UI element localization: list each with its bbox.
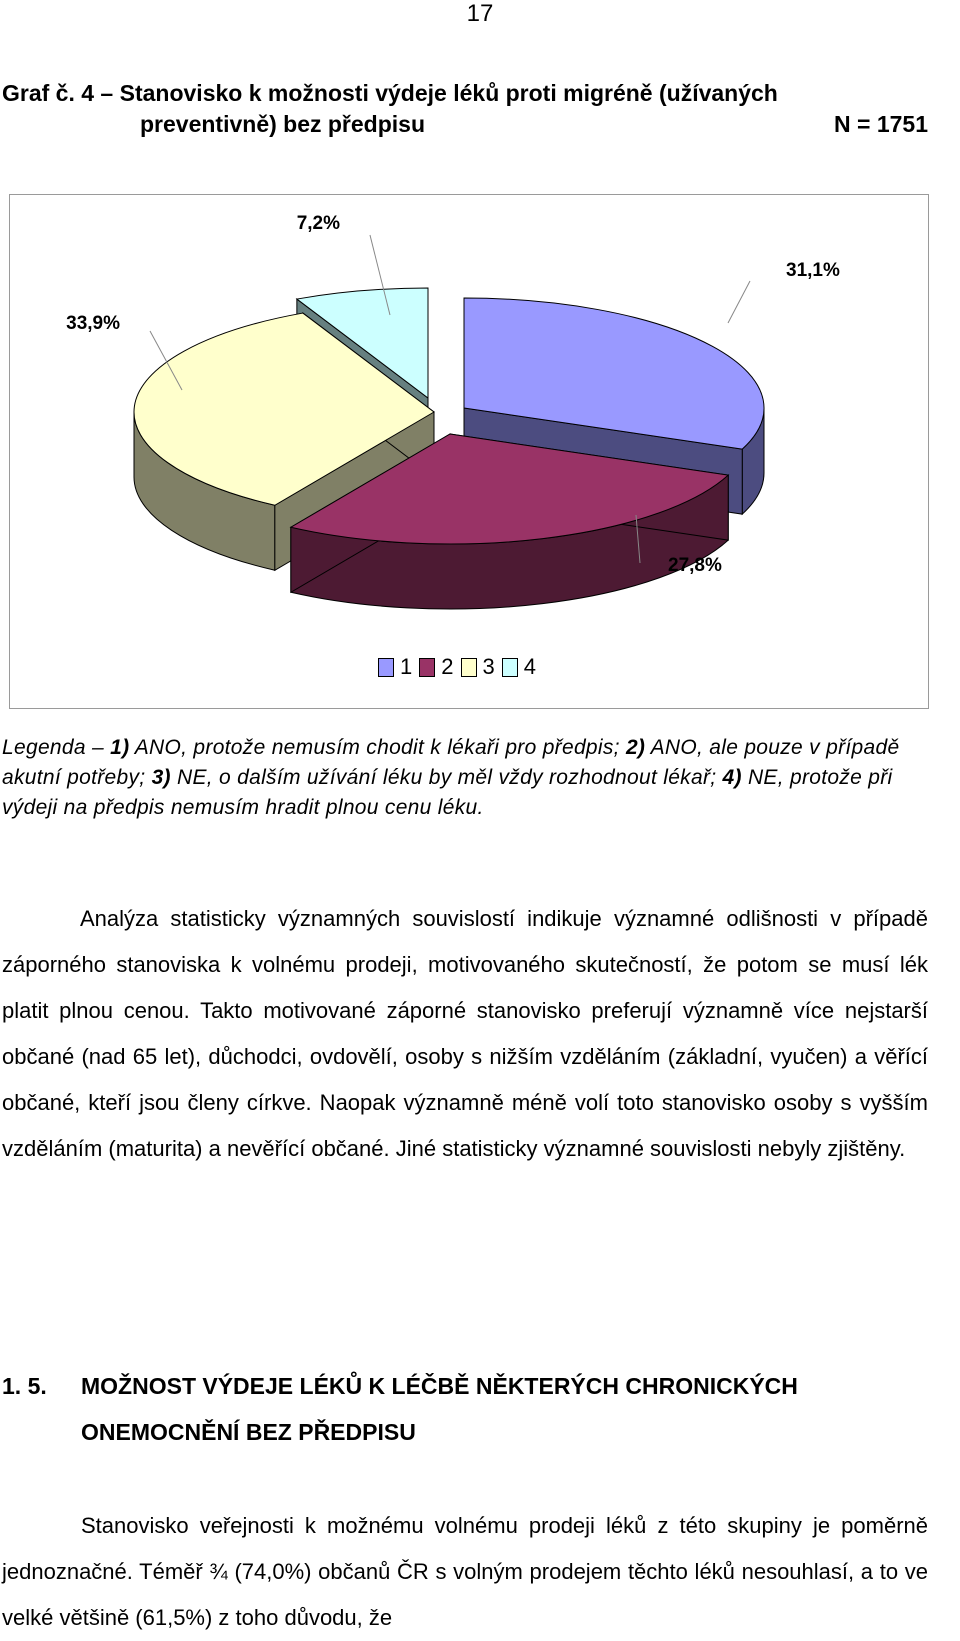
section-title: MOŽNOST VÝDEJE LÉKŮ K LÉČBĚ NĚKTERÝCH CHRONICKÝCH ONEMOCNĚNÍ BEZ PŘEDPISU xyxy=(81,1373,798,1445)
analysis-text: Analýza statisticky významných souvislostí indikuje významné odlišnosti v případě záporného stanoviska k volnému prodeji, motivovaného skutečností, že potom se musí lék platit plnou cenou. Takto motivované záporné stanovisko preferují významně více nejstarší občané (nad 65 let), důchodci, ovdovělí, osoby s nižším vzděláním (základní, vyučen) a věřící občané, kteří jsou členy církve. Naopak významně méně volí toto stanovisko osoby s vyšším vzděláním (maturita) a nevěřící občané. Jiné statisticky významné souvislosti nebyly zjištěny. xyxy=(2,906,928,1161)
legend-text-4: NE, protože při výdeji na předpis nemusím hradit plnou cenu léku. xyxy=(2,766,893,819)
legend-item-3 xyxy=(461,654,495,680)
section-heading xyxy=(2,1363,928,1455)
graph-title-line1: Graf č. 4 – Stanovisko k možnosti výdeje léků proti migréně (užívaných xyxy=(2,80,778,106)
analysis-paragraph xyxy=(2,896,928,1172)
section-text: Stanovisko veřejnosti k možnému volnému prodeji léků z této skupiny je poměrně jednoznačné. Téměř ¾ (74,0%) občanů ČR s volným prodejem těchto léků nesouhlasí, a to ve velké většině (61,5%) z toho důvodu, že xyxy=(2,1513,928,1630)
legend-prefix: Legenda – xyxy=(2,736,111,759)
legend-item-1 xyxy=(378,654,412,680)
page-number: 17 xyxy=(466,0,494,27)
legend-num-2: 2) xyxy=(625,736,646,759)
legend-num-4: 4) xyxy=(722,766,742,789)
legend-text-2: ANO, ale pouze v případě akutní potřeby; xyxy=(2,736,900,789)
data-label-2: 27,8% xyxy=(668,555,722,576)
leader-line-1 xyxy=(728,281,750,323)
legend-label-3: 3 xyxy=(482,654,495,679)
graph-title-line2: preventivně) bez předpisu xyxy=(140,111,426,137)
section-paragraph xyxy=(2,1503,928,1641)
pie-chart-svg xyxy=(10,195,928,708)
legend-text-3: NE, o dalším užívání léku by měl vždy rozhodnout lékař; xyxy=(170,766,723,789)
legend-num-3: 3) xyxy=(151,766,171,789)
pie-chart xyxy=(9,194,929,709)
legend-num-1: 1) xyxy=(110,736,130,759)
legend-swatch-2 xyxy=(419,658,435,677)
data-label-3: 33,9% xyxy=(66,313,120,334)
legend-text-1: ANO, protože nemusím chodit k lékaři pro předpis; xyxy=(129,736,626,759)
sample-size: N = 1751 xyxy=(834,111,928,137)
chart-legend xyxy=(378,654,543,680)
legend-label-4: 4 xyxy=(523,654,536,679)
data-label-1: 31,1% xyxy=(786,260,840,281)
legend-item-2 xyxy=(419,654,453,680)
legend-swatch-1 xyxy=(378,658,394,677)
graph-title xyxy=(2,78,928,140)
section-number: 1. 5. xyxy=(2,1373,47,1399)
data-label-4: 7,2% xyxy=(296,213,340,234)
legend-explanation xyxy=(2,733,928,823)
legend-swatch-3 xyxy=(461,658,477,677)
legend-label-2: 2 xyxy=(441,654,454,679)
legend-item-4 xyxy=(502,654,536,680)
legend-swatch-4 xyxy=(502,658,518,677)
legend-label-1: 1 xyxy=(400,654,413,679)
